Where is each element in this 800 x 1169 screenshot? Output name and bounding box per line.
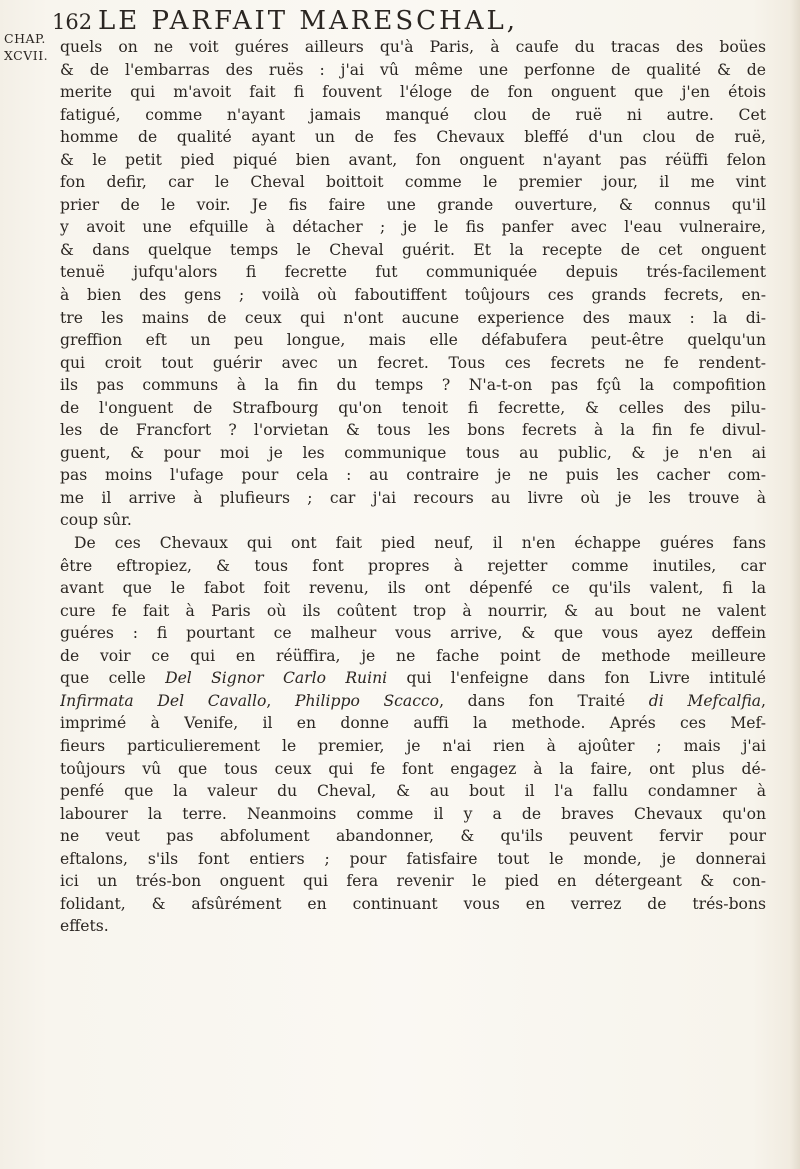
text-line: guéres : fi pourtant ce malheur vous arrive, & que vous ayez deffein: [60, 624, 766, 643]
text-line: me il arrive à plufieurs ; car j'ai recours au livre où je les trouve à: [60, 488, 766, 507]
text-line: être eftropiez, & tous font propres à rejetter comme inutiles, car: [60, 556, 766, 575]
margin-note-line: CHAP.: [4, 31, 46, 46]
text-line: pas moins l'ufage pour cela : au contraire je ne puis les cacher com-: [60, 466, 766, 485]
text-line: les de Francfort ? l'orvietan & tous les bons fecrets à la fin fe divul-: [60, 421, 766, 440]
page-number: 162: [52, 10, 93, 34]
text-line: coup sûr.: [60, 511, 132, 530]
text-line: guent, & pour moi je les communique tous au public, & je n'en ai: [60, 443, 766, 462]
text-line: eftalons, s'ils font entiers ; pour fatisfaire tout le monde, je donnerai: [60, 849, 766, 868]
text-line: imprimé à Venife, il en donne auffi la methode. Aprés ces Mef-: [60, 714, 766, 733]
text-line: avant que le fabot foit revenu, ils ont dépenfé ce qu'ils valent, fi la: [60, 579, 766, 598]
text-line: fieurs particulierement le premier, je n'ai rien à ajoûter ; mais j'ai: [60, 736, 766, 755]
text-line: cure fe fait à Paris où ils coûtent trop à nourrir, & au bout ne valent: [60, 601, 766, 620]
text-line: tenuë jufqu'alors fi fecrette fut communiquée depuis trés-facilement: [60, 263, 766, 282]
text-line: de l'onguent de Strafbourg qu'on tenoit fi fecrette, & celles des pilu-: [60, 398, 766, 417]
margin-note-line: XCVII.: [4, 48, 49, 63]
text-line: qui croit tout guérir avec un fecret. Tous ces fecrets ne fe rendent-: [60, 353, 766, 372]
text-line: ils pas communs à la fin du temps ? N'a-t-on pas fçû la compofition: [60, 376, 766, 395]
text-line: à bien des gens ; voilà où faboutiffent toûjours ces grands fecrets, en-: [60, 286, 766, 305]
page-edge-shadow: [790, 0, 800, 1169]
running-head: LE PARFAIT MARESCHAL,: [98, 6, 519, 36]
text-line: penfé que la valeur du Cheval, & au bout il l'a fallu condamner à: [60, 782, 766, 801]
text-line: fatigué, comme n'ayant jamais manqué clou de ruë ni autre. Cet: [60, 105, 766, 124]
text-line: & de l'embarras des ruës : j'ai vû même une perfonne de qualité & de: [60, 60, 766, 79]
text-line: Infirmata Del Cavallo, Philippo Scacco, dans fon Traité di Mefcalfia,: [60, 691, 766, 710]
text-line: quels on ne voit guéres ailleurs qu'à Paris, à caufe du tracas des boües: [60, 38, 766, 56]
text-line: que celle Del Signor Carlo Ruini qui l'enfeigne dans fon Livre intitulé: [60, 669, 766, 688]
text-line: de voir ce qui en réüffira, je ne fache point de methode meilleure: [60, 646, 766, 665]
text-line: De ces Chevaux qui ont fait pied neuf, il n'en échappe guéres fans: [74, 534, 766, 553]
text-line: ici un trés-bon onguent qui fera revenir le pied en détergeant & con-: [60, 872, 766, 891]
chapter-margin-note: [4, 30, 49, 64]
text-line: labourer la terre. Neanmoins comme il y a de braves Chevaux qu'on: [60, 804, 766, 823]
text-line: fon defir, car le Cheval boittoit comme le premier jour, il me vint: [60, 173, 766, 192]
text-line: effets.: [60, 917, 109, 936]
text-line: toûjours vû que tous ceux qui fe font engagez à la faire, ont plus dé-: [60, 759, 766, 778]
text-line: y avoit une efquille à détacher ; je le fis panfer avec l'eau vulneraire,: [60, 218, 766, 237]
text-line: & dans quelque temps le Cheval guérit. Et la recepte de cet onguent: [60, 240, 766, 259]
text-line: ne veut pas abfolument abandonner, & qu'ils peuvent fervir pour: [60, 827, 766, 846]
text-line: & le petit pied piqué bien avant, fon onguent n'ayant pas réüffi felon: [60, 150, 766, 169]
text-line: greffion eft un peu longue, mais elle défabufera peut-être quelqu'un: [60, 331, 766, 350]
body-text: [60, 36, 766, 938]
text-line: homme de qualité ayant un de fes Chevaux bleffé d'un clou de ruë,: [60, 128, 766, 147]
text-line: prier de le voir. Je fis faire une grande ouverture, & connus qu'il: [60, 195, 766, 214]
text-line: tre les mains de ceux qui n'ont aucune experience des maux : la di-: [60, 308, 766, 327]
text-line: folidant, & afsûrément en continuant vous en verrez de trés-bons: [60, 894, 766, 913]
text-line: merite qui m'avoit fait fi fouvent l'éloge de fon onguent que j'en étois: [60, 83, 766, 102]
